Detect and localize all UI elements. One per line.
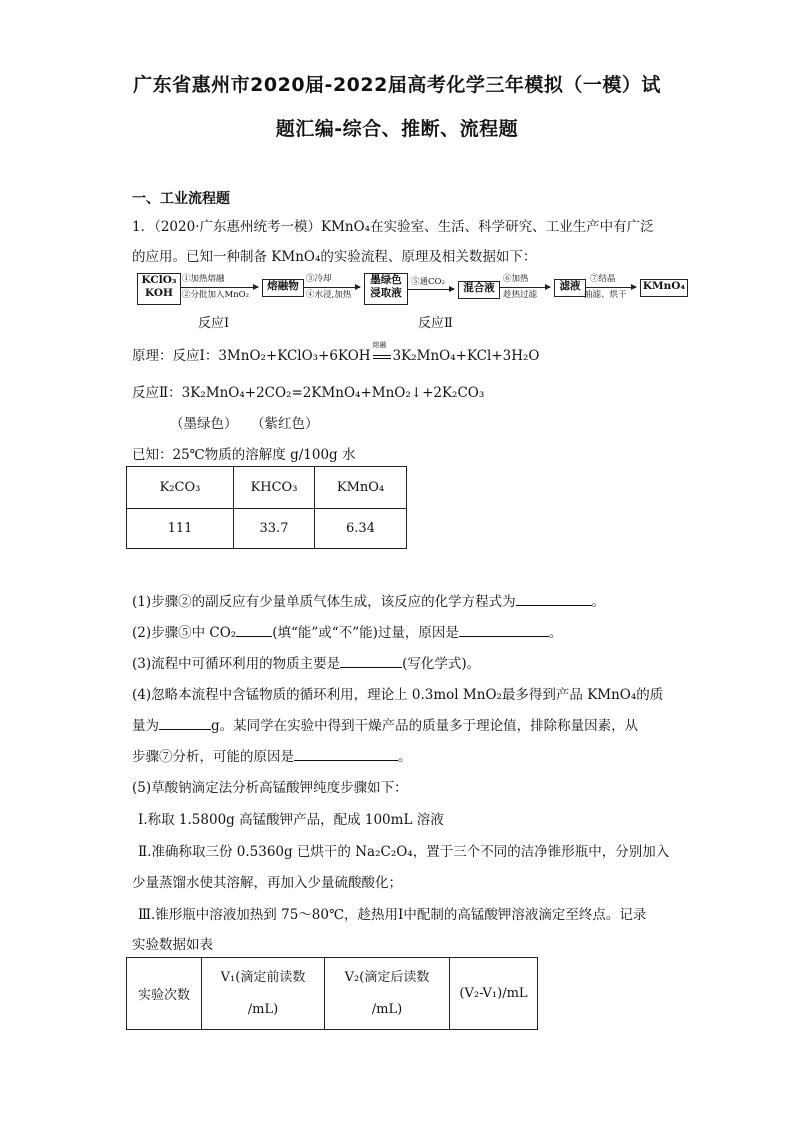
question-4-line2 bbox=[132, 714, 638, 734]
q4-text-c: g。某同学在实验中得到干燥产品的质量多于理论值，排除称量因素，从 bbox=[211, 718, 639, 734]
q3-text-a: (3)流程中可循环利用的物质主要是 bbox=[132, 656, 341, 672]
titration-header-diff: (V₂-V₁)/mL bbox=[450, 958, 538, 1030]
titration-header-v2-l2: /mL) bbox=[371, 1001, 403, 1017]
principle-reaction2: 反应Ⅱ：3K₂MnO₄+2CO₂=2KMnO₄+MnO₂↓+2K₂CO₃ bbox=[132, 385, 485, 401]
flow-arrow-3 bbox=[408, 289, 454, 290]
q4-answer-blank-2[interactable] bbox=[294, 746, 398, 761]
flow-arrow-2 bbox=[304, 287, 360, 288]
flow-step7b: 抽滤、烘干 bbox=[584, 290, 627, 300]
doc-title-line2: 题汇编-综合、推断、流程题 bbox=[275, 118, 519, 140]
q4-answer-blank-1[interactable] bbox=[159, 715, 211, 730]
reaction1-condition bbox=[371, 341, 393, 364]
step-3-line2: 实验数据如表 bbox=[132, 937, 213, 953]
titration-header-v2 bbox=[325, 958, 450, 1030]
titration-header-v1 bbox=[202, 958, 325, 1030]
question-5: (5)草酸钠滴定法分析高锰酸钾纯度步骤如下： bbox=[132, 780, 408, 796]
flow-reaction1-label: 反应Ⅰ bbox=[198, 316, 230, 331]
q1-intro-line1: 1．（2020·广东惠州统考一模）KMnO₄在实验室、生活、科学研究、工业生产中有广泛 bbox=[132, 219, 654, 235]
titration-header-v2-l1: V₂(滴定后读数 bbox=[344, 969, 430, 985]
flow-arrow-5 bbox=[586, 287, 636, 288]
q2-text-a: (2)步骤⑤中 CO₂ bbox=[132, 625, 237, 641]
flow-step3: ③冷却 bbox=[306, 274, 332, 284]
q2-text-b: (填“能”或“不”能)过量，原因是 bbox=[272, 625, 459, 641]
principle-reaction1 bbox=[132, 341, 540, 364]
flow-box-product: KMnO₄ bbox=[640, 279, 688, 297]
solubility-header-row bbox=[127, 467, 407, 509]
flow-box-leachate-l1: 墨绿色 bbox=[370, 274, 402, 286]
question-1 bbox=[132, 590, 605, 610]
question-2 bbox=[132, 621, 562, 641]
step-2-line2: 少量蒸馏水使其溶解，再加入少量硫酸酸化； bbox=[132, 875, 402, 891]
q1-answer-blank[interactable] bbox=[516, 591, 592, 606]
flow-box-filtrate: 滤液 bbox=[554, 279, 586, 297]
q3-answer-blank[interactable] bbox=[340, 653, 402, 668]
titration-header-trials: 实验次数 bbox=[127, 958, 202, 1030]
flow-arrow-4 bbox=[500, 287, 550, 288]
flow-step2: ②分批加入MnO₂ bbox=[182, 290, 250, 300]
flow-step1: ①加热熔融 bbox=[182, 274, 225, 284]
section-heading: 一、工业流程题 bbox=[132, 191, 230, 207]
q4-text-d: 步骤⑦分析，可能的原因是 bbox=[132, 749, 294, 765]
flow-reaction2-label: 反应Ⅱ bbox=[418, 316, 453, 331]
solubility-header-khco3: KHCO₃ bbox=[234, 467, 315, 509]
reaction1-equal-sign bbox=[373, 355, 391, 359]
q4-text-b: 量为 bbox=[132, 718, 159, 734]
flow-step7a: ⑦结晶 bbox=[590, 274, 616, 284]
solubility-caption: 已知：25℃物质的溶解度 g/100g 水 bbox=[132, 447, 356, 463]
reaction1-right: 3K₂MnO₄+KCl+3H₂O bbox=[392, 348, 540, 364]
titration-table bbox=[126, 957, 538, 1030]
step-1: Ⅰ.称取 1.5800g 高锰酸钾产品，配成 100mL 溶液 bbox=[138, 812, 444, 828]
solubility-header-kmno4: KMnO₄ bbox=[315, 467, 407, 509]
q1-intro-line2: 的应用。已知一种制备 KMnO₄的实验流程、原理及相关数据如下： bbox=[132, 249, 537, 265]
reaction1-left: 原理：反应Ⅰ：3MnO₂+KClO₃+6KOH bbox=[132, 348, 371, 364]
question-4-line3 bbox=[132, 745, 412, 765]
q3-text-b: (写化学式)。 bbox=[402, 656, 481, 672]
flow-box-leachate bbox=[364, 273, 408, 305]
flow-step4: ④水浸,加热 bbox=[306, 290, 352, 300]
q2-answer-blank-2[interactable] bbox=[459, 622, 549, 637]
flow-step6b: 趁热过滤 bbox=[503, 290, 538, 300]
flow-box-melt: 熔融物 bbox=[262, 279, 304, 297]
question-3 bbox=[132, 652, 480, 672]
solubility-value-khco3: 33.7 bbox=[234, 509, 315, 549]
flow-box-reactants-l2: KOH bbox=[145, 287, 173, 299]
flow-box-leachate-l2: 浸取液 bbox=[370, 287, 402, 299]
principle-colors: （墨绿色） （紫红色） bbox=[170, 416, 319, 432]
solubility-table bbox=[126, 466, 407, 549]
flow-box-reactants bbox=[137, 273, 181, 305]
question-4-line1: (4)忽略本流程中含锰物质的循环利用，理论上 0.3mol MnO₂最多得到产品 KMnO₄的质 bbox=[132, 687, 664, 703]
doc-title-line1: 广东省惠州市2020届-2022届高考化学三年模拟（一模）试 bbox=[133, 74, 661, 96]
flow-step5: ⑤通CO₂ bbox=[411, 277, 445, 287]
flow-box-reactants-l1: KClO₃ bbox=[141, 274, 177, 286]
q2-end: 。 bbox=[548, 625, 563, 641]
step-2-line1: Ⅱ.准确称取三份 0.5360g 已烘干的 Na₂C₂O₄，置于三个不同的洁净锥形瓶中，分别加入 bbox=[138, 844, 670, 860]
flow-box-mixture: 混合液 bbox=[458, 281, 500, 299]
q1-text: (1)步骤②的副反应有少量单质气体生成，该反应的化学方程式为 bbox=[132, 594, 516, 610]
solubility-value-row bbox=[127, 509, 407, 549]
step-3-line1: Ⅲ.锥形瓶中溶液加热到 75～80℃，趁热用Ⅰ中配制的高锰酸钾溶液滴定至终点。记录 bbox=[138, 907, 647, 923]
reaction1-condition-text: 熔融 bbox=[372, 341, 387, 349]
flow-arrow-1 bbox=[180, 287, 258, 288]
q4-end: 。 bbox=[398, 749, 412, 765]
process-flow-diagram bbox=[132, 270, 692, 330]
solubility-header-k2co3: K₂CO₃ bbox=[127, 467, 234, 509]
titration-header-v1-l2: /mL) bbox=[247, 1001, 279, 1017]
solubility-value-kmno4: 6.34 bbox=[315, 509, 407, 549]
solubility-value-k2co3: 111 bbox=[127, 509, 234, 549]
q1-end: 。 bbox=[591, 594, 606, 610]
titration-header-row bbox=[127, 958, 538, 1030]
q2-answer-blank-1[interactable] bbox=[236, 622, 272, 637]
flow-step6a: ⑥加热 bbox=[503, 274, 529, 284]
titration-header-v1-l1: V₁(滴定前读数 bbox=[220, 969, 306, 985]
